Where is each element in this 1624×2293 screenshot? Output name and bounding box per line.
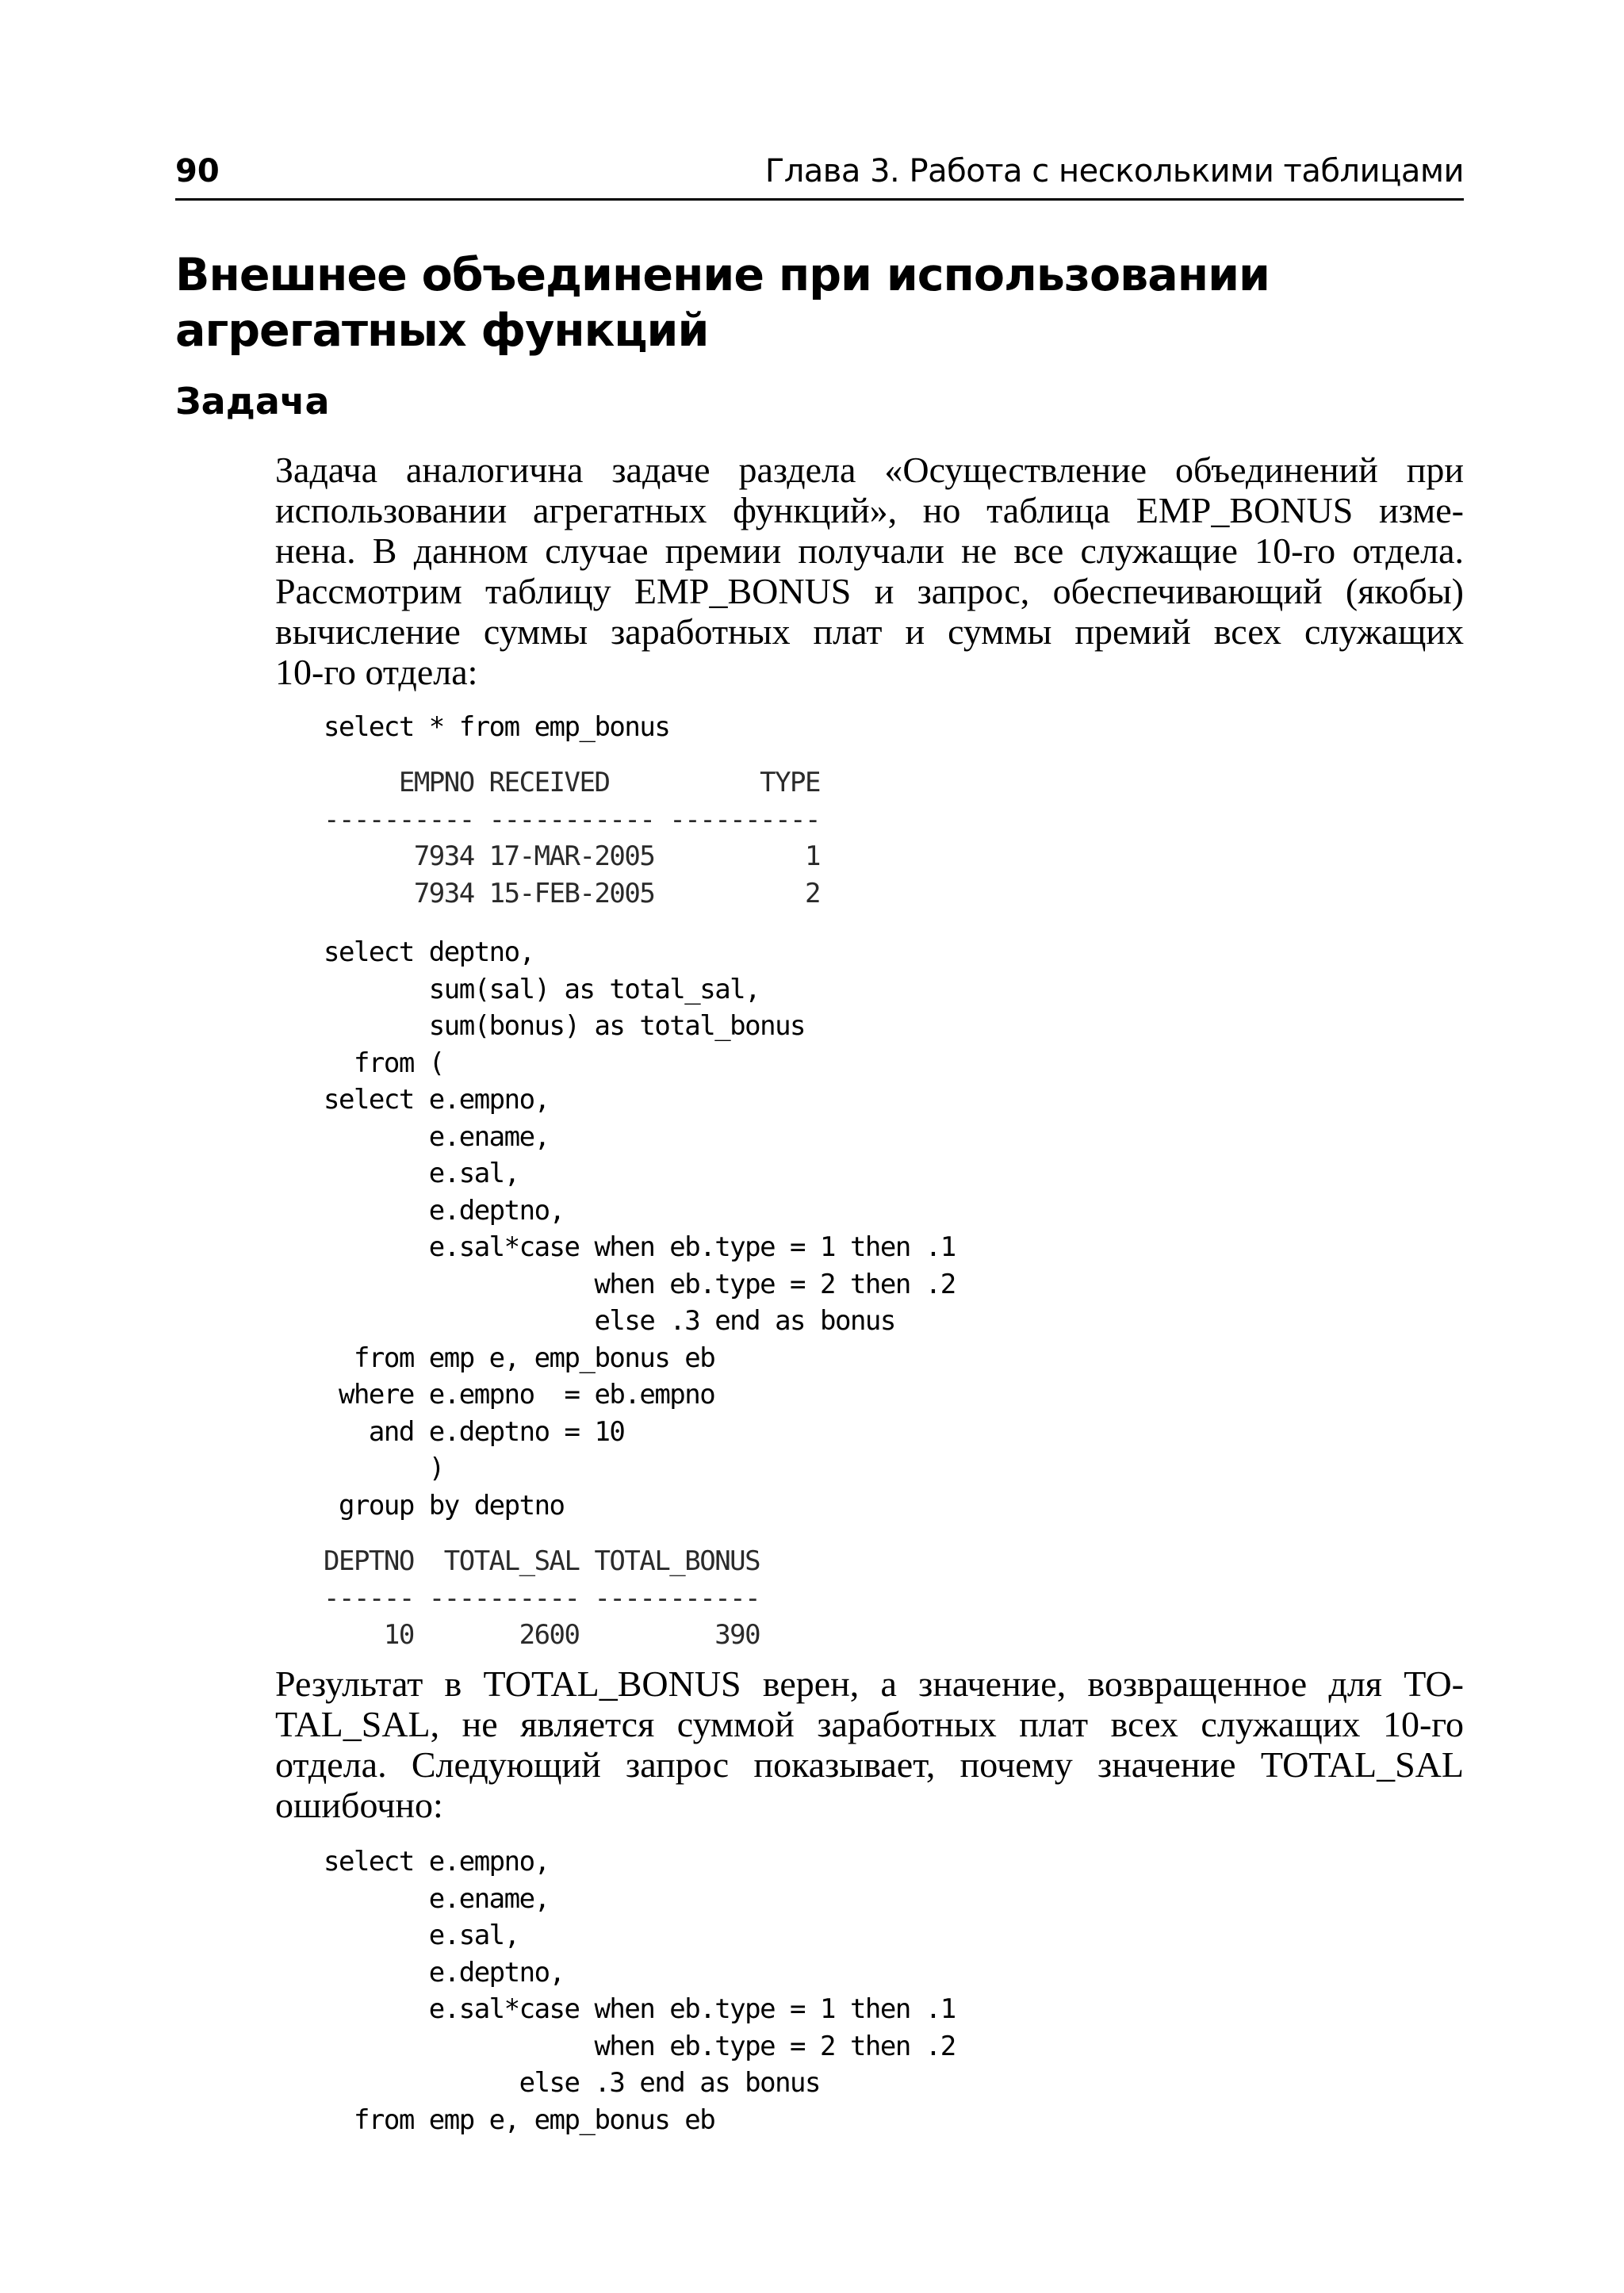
result-paragraph — [275, 1663, 1464, 1825]
paragraph-line: отдела. Следующий запрос показывает, почему значение TOTAL_SAL — [275, 1744, 1464, 1785]
code-sum-query: select deptno, sum(sal) as total_sal, sum(bonus) as total_bonus from ( select e.empno, e.ename, e.sal, e.deptno, e.sal*case when eb.type = 1 then .1 when eb.type = 2 then .2 else .3 end as bonus from emp e, emp_bonus eb where e.empno = eb.empno and e.deptno = 10 ) group by deptno — [324, 936, 956, 1522]
code-diagnostic-query: select e.empno, e.ename, e.sal, e.deptno, e.sal*case when eb.type = 1 then .1 when eb.type = 2 then .2 else .3 end as bonus from emp e, emp_bonus eb — [324, 1846, 956, 2136]
chapter-title: Глава 3. Работа с несколькими таблицами — [764, 153, 1464, 189]
page-number: 90 — [175, 153, 220, 189]
paragraph-line: 10-го отдела: — [275, 652, 478, 692]
paragraph-line: нена. В данном случае премии получали не все служащие 10-го отдела. — [275, 530, 1464, 571]
paragraph-line: Рассмотрим таблицу EMP_BONUS и запрос, обеспечивающий (якобы) — [275, 571, 1464, 611]
paragraph-line: TAL_SAL, не является суммой заработных плат всех служащих 10-го — [275, 1704, 1464, 1744]
query-output-totals: DEPTNO TOTAL_SAL TOTAL_BONUS ------ ---------- ----------- 10 2600 390 — [324, 1545, 760, 1651]
section-title-line-1: Внешнее объединение при использовании — [175, 249, 1270, 301]
code-select-emp-bonus: select * from emp_bonus — [324, 711, 670, 743]
query-output-emp-bonus: EMPNO RECEIVED TYPE ---------- ----------- ---------- 7934 17-MAR-2005 1 7934 15-FEB-2005 2 — [324, 767, 821, 909]
intro-paragraph — [275, 450, 1464, 692]
subsection-title: Задача — [175, 380, 330, 423]
paragraph-line: ошибочно: — [275, 1785, 443, 1825]
running-head — [175, 147, 1464, 195]
header-rule — [175, 198, 1464, 201]
paragraph-line: Задача аналогична задаче раздела «Осуществление объединений при — [275, 450, 1464, 490]
paragraph-line: вычисление суммы заработных плат и суммы премий всех служащих — [275, 611, 1464, 652]
section-title-line-2: агрегатных функций — [175, 304, 709, 357]
paragraph-line: Результат в TOTAL_BONUS верен, а значение, возвращенное для TO- — [275, 1663, 1464, 1704]
section-title — [175, 247, 1464, 358]
paragraph-line: использовании агрегатных функций», но таблица EMP_BONUS изме- — [275, 490, 1464, 530]
